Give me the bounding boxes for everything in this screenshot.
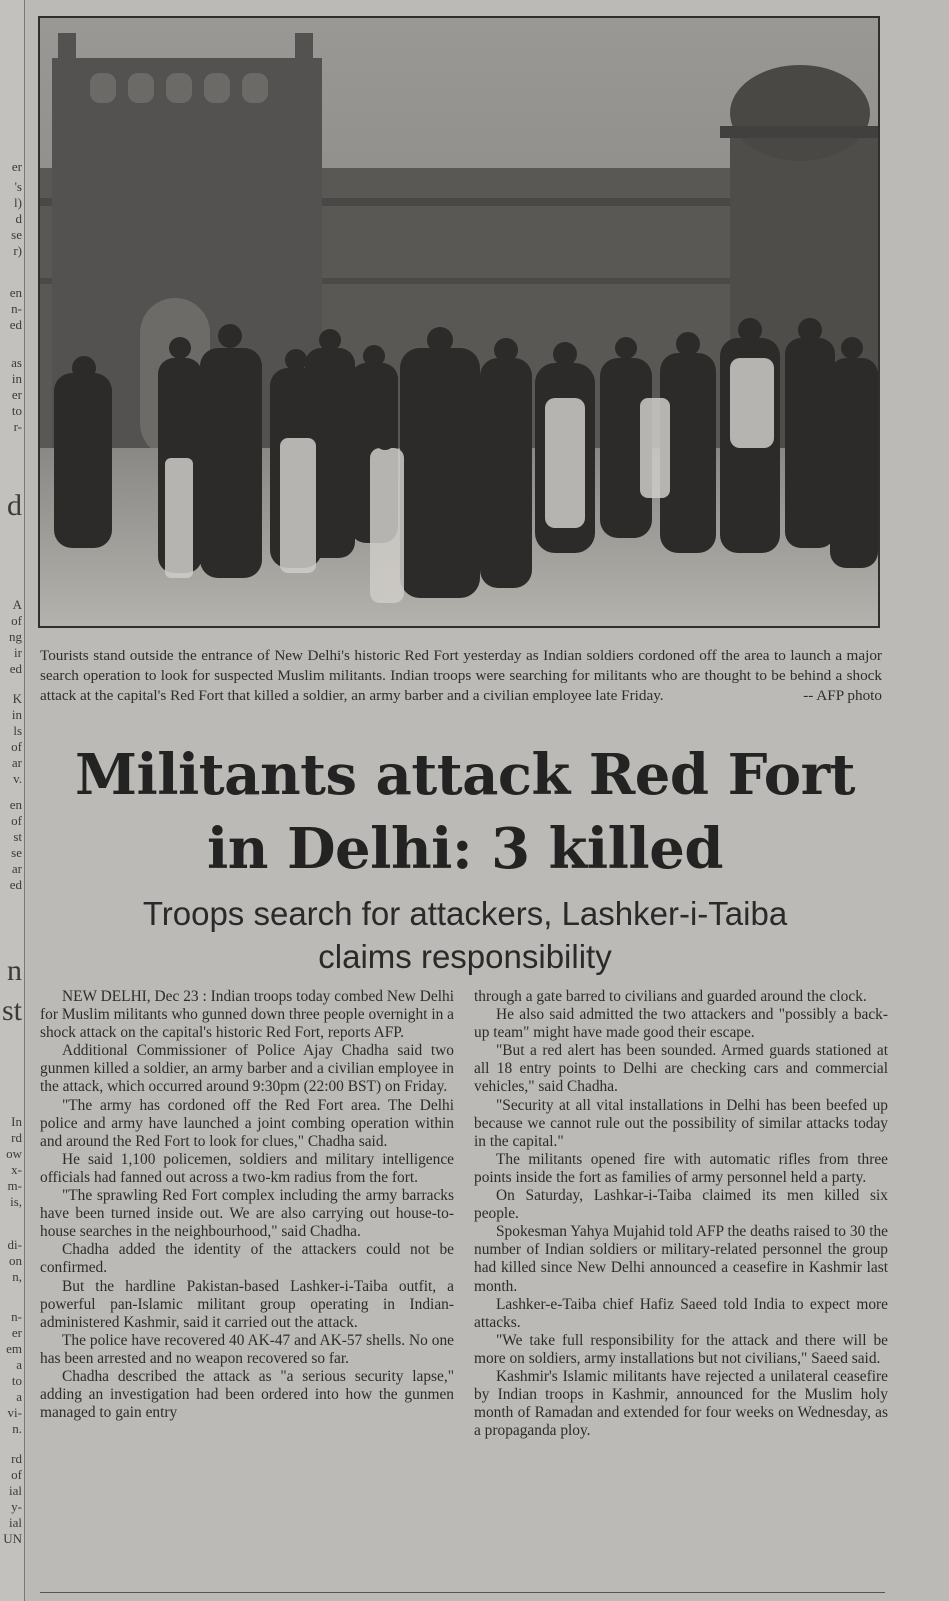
adjacent-column-fragment bbox=[0, 0, 25, 1601]
article-subhead bbox=[40, 892, 890, 978]
fragment-text: n. bbox=[12, 1421, 22, 1436]
paragraph: Lashker-e-Taiba chief Hafiz Saeed told India to expect more attacks. bbox=[474, 1295, 888, 1331]
paragraph: Additional Commissioner of Police Ajay Chadha said two gunmen killed a soldier, an army barber and a civilian employee in the attack, which occurred around 9:30pm (22:00 BST) on Friday. bbox=[40, 1042, 454, 1096]
fragment-text: 's bbox=[14, 179, 22, 194]
paragraph: But the hardline Pakistan-based Lashker-i-Taiba outfit, a powerful pan-Islamic militant group operating in Indian-administered Kashmir, said it carried out the attack. bbox=[40, 1277, 454, 1331]
fragment-text: of bbox=[11, 1467, 22, 1482]
paragraph: Chadha described the attack as "a serious security lapse," adding an investigation had been ordered into how the gunmen managed to gain entry bbox=[40, 1367, 454, 1422]
photo-credit: -- AFP photo bbox=[803, 687, 882, 704]
paragraph: through a gate barred to civilians and guarded around the clock. bbox=[474, 988, 867, 1005]
fragment-text: vi- bbox=[7, 1405, 22, 1420]
fragment-text: is, bbox=[10, 1194, 22, 1209]
article-headline bbox=[30, 738, 900, 886]
fragment-text: se bbox=[11, 227, 22, 242]
fragment-text: on bbox=[9, 1253, 22, 1268]
fragment-text: ed bbox=[9, 317, 22, 332]
fragment-text: x- bbox=[11, 1162, 22, 1177]
fragment-text: ls bbox=[13, 723, 22, 738]
photo-caption bbox=[40, 646, 882, 706]
fragment-text: st bbox=[13, 829, 22, 844]
fragment-text: n, bbox=[12, 1269, 22, 1284]
paragraph: NEW DELHI, Dec 23 : Indian troops today combed New Delhi for Muslim militants who gunned down three people overnight in a shock attack on the capital's historic Red Fort, reports AFP. bbox=[40, 988, 454, 1042]
paragraph: "But a red alert has been sounded. Armed guards stationed at all 18 entry points to Delhi are checking cars and commercial vehicles," said Chadha. bbox=[474, 1042, 888, 1096]
paragraph: On Saturday, Lashkar-i-Taiba claimed its men killed six people. bbox=[474, 1187, 888, 1223]
fragment-text: rd bbox=[11, 1130, 22, 1145]
fragment-text: ial bbox=[9, 1483, 22, 1498]
paragraph: He also said admitted the two attackers and "possibly a back-up team" might have made good their escape. bbox=[474, 1006, 888, 1042]
fragment-text: em bbox=[6, 1341, 22, 1356]
fragment-text: UN bbox=[3, 1531, 22, 1546]
fragment-text: In bbox=[11, 1114, 22, 1129]
fragment-text: ed bbox=[9, 877, 22, 892]
paragraph: The militants opened fire with automatic rifles from three points inside the fort as families of army personnel held a party. bbox=[474, 1150, 888, 1186]
fragment-text: ial bbox=[9, 1515, 22, 1530]
paragraph: "Security at all vital installations in Delhi has been beefed up because we cannot rule out the possibility of similar attacks today in the capital." bbox=[474, 1096, 888, 1150]
article-column-right bbox=[474, 988, 888, 1440]
paragraph: "The army has cordoned off the Red Fort area. The Delhi police and army have launched a joint combing operation within and around the Red Fort to look for clues," Chadha said. bbox=[40, 1096, 454, 1150]
fragment-text: in bbox=[11, 707, 22, 722]
subhead-line-2: claims responsibility bbox=[318, 938, 612, 975]
fragment-text: r- bbox=[13, 419, 22, 434]
fragment-text: m- bbox=[7, 1178, 22, 1193]
caption-text: Tourists stand outside the entrance of New Delhi's historic Red Fort yesterday as Indian soldiers cordoned off the area to launch a major search operation to look for suspected Muslim militants. Indian troops were searching for militants who are thought to be behind a shock attack at the capital's Red Fort that killed a soldier, an army barber and a civilian employee late Friday. bbox=[40, 647, 882, 704]
fragment-text: A bbox=[12, 597, 22, 612]
paragraph: The police have recovered 40 AK-47 and AK-57 shells. No one has been arrested and no weapon recovered so far. bbox=[40, 1331, 454, 1367]
fragment-text: en bbox=[9, 797, 22, 812]
fragment-text: ir bbox=[14, 645, 22, 660]
red-fort-photo-icon bbox=[40, 18, 878, 626]
subhead-line-1: Troops search for attackers, Lashker-i-Taiba bbox=[142, 895, 788, 932]
bottom-rule bbox=[40, 1592, 885, 1593]
fragment-text: ar bbox=[11, 861, 22, 876]
red-fort-photo bbox=[38, 16, 880, 628]
fragment-text: er bbox=[11, 1325, 22, 1340]
fragment-text: of bbox=[11, 813, 22, 828]
fragment-text: v. bbox=[13, 771, 22, 786]
fragment-text: a bbox=[16, 1357, 22, 1372]
fragment-text: n- bbox=[11, 1309, 22, 1324]
fragment-text: rd bbox=[11, 1451, 22, 1466]
paragraph: "The sprawling Red Fort complex including the army barracks have been turned inside out. We are also carrying out house-to-house searches in the neighbourhood," said Chadha. bbox=[40, 1187, 454, 1241]
paragraph: Chadha added the identity of the attackers could not be confirmed. bbox=[40, 1241, 454, 1277]
fragment-text: of bbox=[11, 739, 22, 754]
headline-line-2: in Delhi: 3 killed bbox=[207, 816, 723, 882]
fragment-text: y- bbox=[11, 1499, 22, 1514]
headline-line-1: Militants attack Red Fort bbox=[74, 742, 855, 808]
fragment-text: ow bbox=[6, 1146, 22, 1161]
fragment-text: d bbox=[15, 211, 22, 226]
fragment-text: as bbox=[11, 355, 22, 370]
fragment-text: er bbox=[11, 159, 22, 174]
fragment-text: to bbox=[11, 403, 22, 418]
article-column-left bbox=[40, 988, 454, 1422]
paragraph: "We take full responsibility for the attack and there will be more on soldiers, army installations but not civilians," Saeed said. bbox=[474, 1331, 888, 1367]
fragment-text: ng bbox=[9, 629, 22, 644]
fragment-text: se bbox=[11, 845, 22, 860]
paragraph: Kashmir's Islamic militants have rejected a unilateral ceasefire by Indian troops in Kashmir, announced for the Muslim holy month of Ramadan and extended for four weeks on Wednesday, as a propaganda ploy. bbox=[474, 1367, 888, 1440]
fragment-text: n- bbox=[11, 301, 22, 316]
fragment-text: in bbox=[11, 371, 22, 386]
fragment-text: ed bbox=[9, 661, 22, 676]
fragment-text: er bbox=[11, 387, 22, 402]
fragment-text: n bbox=[7, 954, 22, 987]
fragment-text: di- bbox=[7, 1237, 22, 1252]
fragment-text: a bbox=[16, 1389, 22, 1404]
fragment-text: en bbox=[9, 285, 22, 300]
fragment-text: ar bbox=[11, 755, 22, 770]
fragment-text: d bbox=[7, 489, 22, 522]
fragment-text: of bbox=[11, 613, 22, 628]
paragraph: He said 1,100 policemen, soldiers and military intelligence officials had fanned out across a two-km radius from the fort. bbox=[40, 1150, 454, 1186]
paragraph: Spokesman Yahya Mujahid told AFP the deaths raised to 30 the number of Indian soldiers or military-related personnel the group had killed since New Delhi announced a ceasefire in Kashmir last month. bbox=[474, 1223, 888, 1295]
fragment-text: to bbox=[11, 1373, 22, 1388]
fragment-text: r) bbox=[13, 243, 22, 258]
fragment-text: st bbox=[1, 994, 22, 1027]
fragment-text: l) bbox=[14, 195, 22, 210]
fragment-text: K bbox=[12, 691, 22, 706]
